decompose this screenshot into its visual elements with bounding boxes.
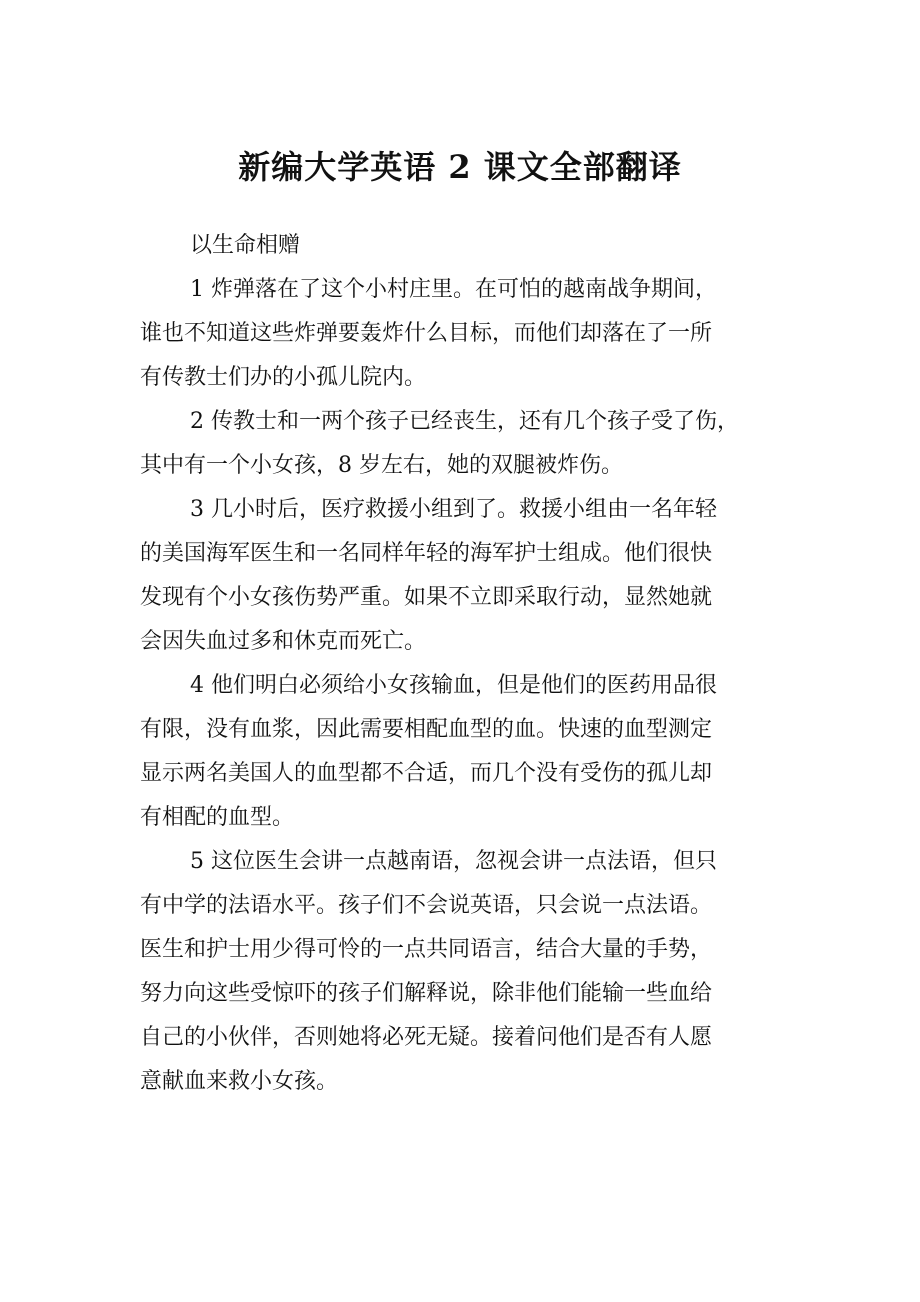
paragraph-line: 意献血来救小女孩。 [140,1069,339,1094]
paragraph-line: 努力向这些受惊吓的孩子们解释说，除非他们能输一些血给 [140,981,713,1006]
paragraph-line: 4 他们明白必须给小女孩输血，但是他们的医药用品很 [190,673,717,698]
paragraph-3 [140,488,790,664]
paragraph-line: 自己的小伙伴，否则她将必死无疑。接着问他们是否有人愿 [140,1025,713,1050]
paragraph-line: 有相配的血型。 [140,805,295,830]
paragraph-line: 会因失血过多和休克而死亡。 [140,629,427,654]
paragraph-line: 医生和护士用少得可怜的一点共同语言，结合大量的手势， [140,937,713,962]
paragraph-line: 其中有一个小女孩，8 岁左右，她的双腿被炸伤。 [140,453,623,478]
paragraph-line: 发现有个小女孩伤势严重。如果不立即采取行动，显然她就 [140,585,713,610]
paragraph-line: 有传教士们办的小孤儿院内。 [140,365,427,390]
document-body [140,224,790,1104]
paragraph-line: 的美国海军医生和一名同样年轻的海军护士组成。他们很快 [140,541,713,566]
paragraph-5 [140,840,790,1104]
lesson-subtitle: 以生命相赠 [190,233,301,258]
paragraph-line: 谁也不知道这些炸弹要轰炸什么目标，而他们却落在了一所 [140,321,713,346]
paragraph-line: 2 传教士和一两个孩子已经丧生，还有几个孩子受了伤， [190,409,739,434]
paragraph-line: 1 炸弹落在了这个小村庄里。在可怕的越南战争期间， [190,277,717,302]
paragraph-2 [140,400,790,488]
paragraph-line: 3 几小时后，医疗救援小组到了。救援小组由一名年轻 [190,497,717,522]
paragraph-line: 5 这位医生会讲一点越南语，忽视会讲一点法语，但只 [190,849,717,874]
paragraph-4 [140,664,790,840]
document-title: 新编大学英语 2 课文全部翻译 [238,148,682,186]
paragraph-line: 有中学的法语水平。孩子们不会说英语，只会说一点法语。 [140,893,713,918]
paragraph-line: 有限，没有血浆，因此需要相配血型的血。快速的血型测定 [140,717,713,742]
paragraph-line: 显示两名美国人的血型都不合适，而几个没有受伤的孤儿却 [140,761,713,786]
paragraph-1 [140,268,790,400]
